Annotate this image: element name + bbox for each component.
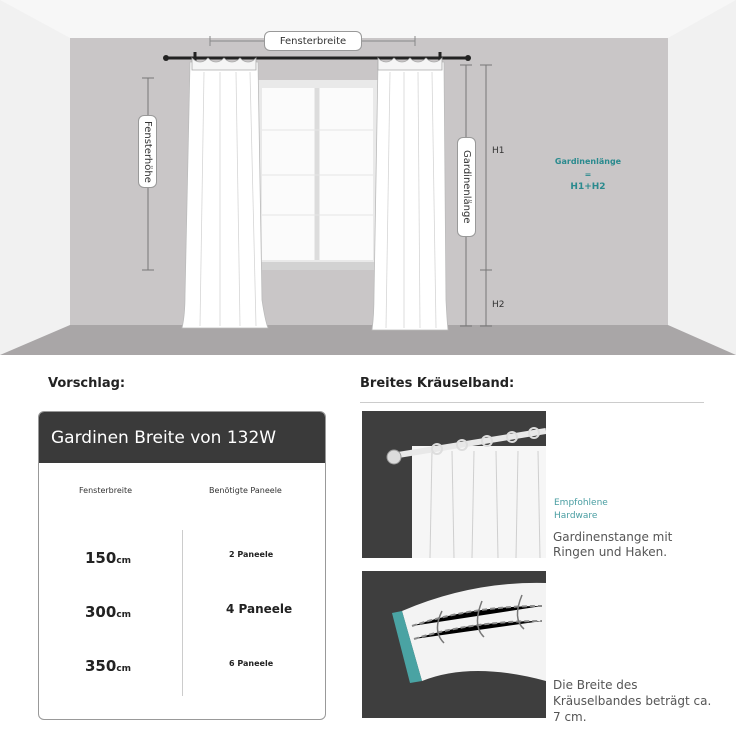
right-curtain bbox=[372, 58, 448, 330]
curtain-length-text: Gardinenlänge bbox=[461, 150, 472, 224]
h2-label: H2 bbox=[492, 300, 505, 310]
col-header-panels: Benötigte Paneele bbox=[209, 486, 282, 495]
width-unit: cm bbox=[116, 556, 132, 566]
panels-value-3: 6 Paneele bbox=[229, 659, 274, 668]
width-desc-1: Die Breite des bbox=[553, 678, 638, 692]
suggestion-card bbox=[38, 411, 326, 720]
width-number: 150 bbox=[85, 549, 117, 567]
width-unit: cm bbox=[116, 610, 132, 620]
recommended-hardware-small-1: Empfohlene bbox=[554, 498, 608, 508]
card-header: Gardinen Breite von 132W bbox=[39, 412, 325, 463]
col-header-width: Fensterbreite bbox=[79, 486, 133, 495]
rod-photo bbox=[362, 411, 546, 558]
recommended-hardware-small-2: Hardware bbox=[554, 511, 598, 521]
formula-eq: = bbox=[584, 170, 592, 179]
width-value-3 bbox=[85, 657, 131, 675]
panels-value-1: 2 Paneele bbox=[229, 550, 274, 559]
hardware-desc-1: Gardinenstange mit bbox=[553, 530, 673, 544]
formula-title: Gardinenlänge bbox=[554, 157, 622, 166]
window-height-label bbox=[138, 115, 157, 188]
tape-photo bbox=[362, 571, 546, 718]
width-value-2 bbox=[85, 603, 131, 621]
formula-value: H1+H2 bbox=[570, 182, 606, 192]
window-width-text: Fensterbreite bbox=[279, 35, 347, 47]
suggestion-title: Vorschlag: bbox=[48, 376, 126, 391]
width-desc-2: Kräuselbandes beträgt ca. bbox=[553, 694, 712, 708]
width-value-1 bbox=[85, 549, 131, 567]
floor bbox=[0, 325, 736, 355]
width-unit: cm bbox=[116, 664, 132, 674]
width-number: 300 bbox=[85, 603, 117, 621]
width-desc-3: 7 cm. bbox=[553, 710, 587, 724]
tape-title: Breites Kräuselband: bbox=[360, 376, 515, 391]
curtain-length-label bbox=[457, 137, 476, 237]
h1-label: H1 bbox=[492, 146, 505, 156]
window-height-text: Fensterhöhe bbox=[142, 120, 153, 183]
width-number: 350 bbox=[85, 657, 117, 675]
tape-title-underline bbox=[360, 402, 704, 403]
column-divider bbox=[182, 530, 183, 696]
left-curtain bbox=[182, 58, 268, 328]
window-width-label bbox=[264, 31, 362, 51]
panels-value-2: 4 Paneele bbox=[226, 602, 293, 616]
hardware-desc-2: Ringen und Haken. bbox=[553, 545, 668, 559]
window bbox=[250, 80, 385, 270]
